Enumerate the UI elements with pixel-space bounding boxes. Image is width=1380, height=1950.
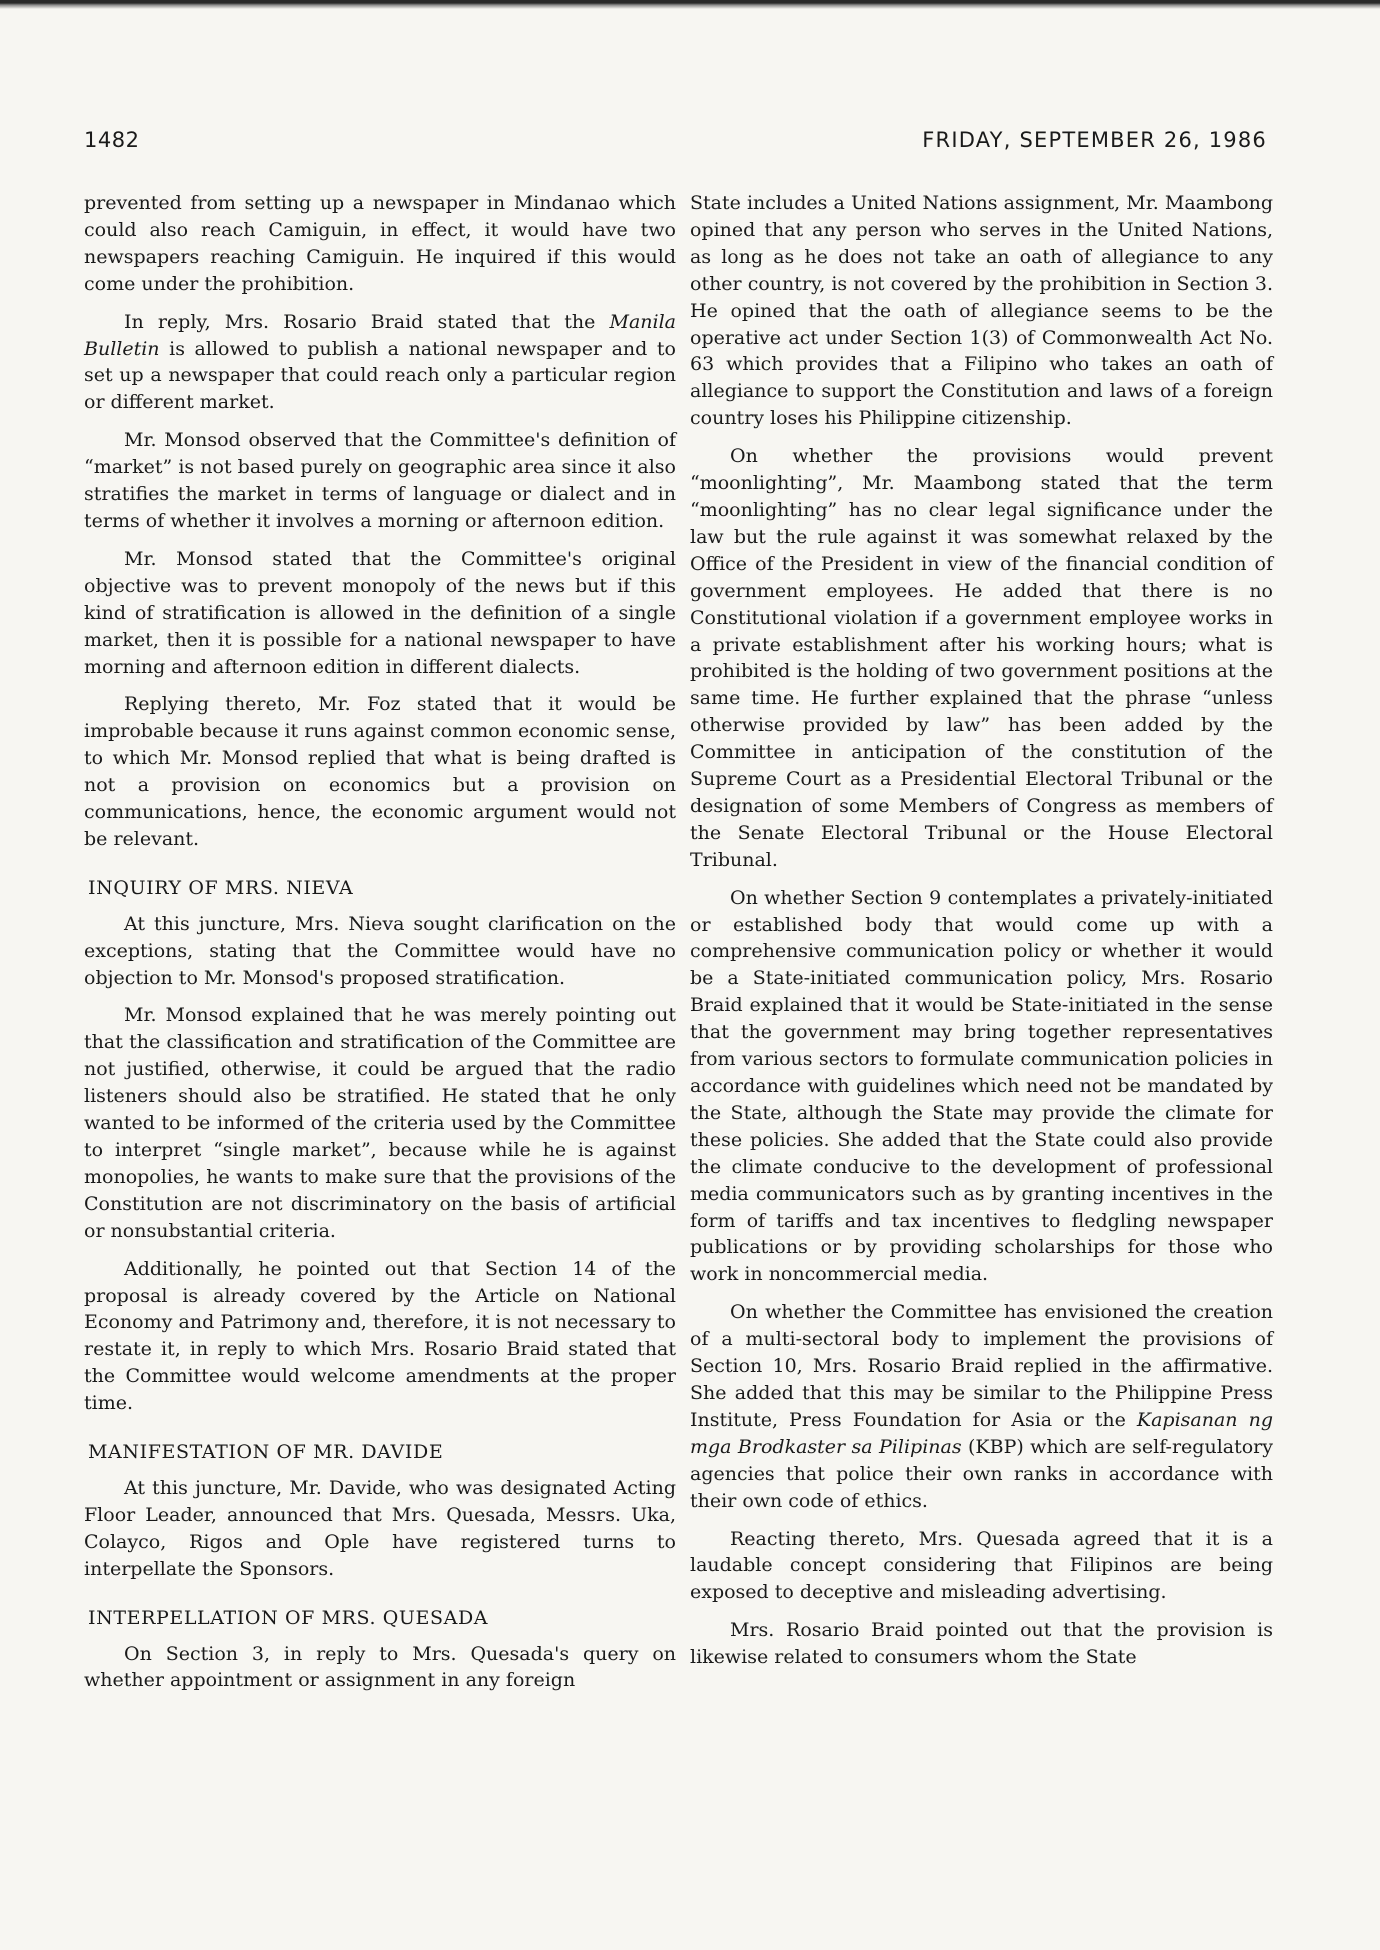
paragraph-text: On whether the Committee has envisioned the creation of a multi-sectoral body to implement the provisions of Section 10, Mrs. Rosario Braid replied in the affirmative. She added that this may be similar to the Philippine Press Institute, Press Foundation for Asia or the [690,1301,1273,1431]
paragraph-text: (KBP) which are self-regulatory agencies that police their own ranks in accordance with their own code of ethics. [690,1435,1273,1512]
paragraph: Mrs. Rosario Braid pointed out that the provision is likewise related to consumers whom the State [690,1619,1273,1669]
paragraph: State includes a United Nations assignment, Mr. Maambong opined that any person who serves in the United Nations, as long as he does not take an oath of allegiance to any other country, is not covered by the prohibition in Section 3. He opined that the oath of allegiance seems to be the operative act under Section 1(3) of Commonwealth Act No. 63 which provides that a Filipino who takes an oath of allegiance to support the Constitution and laws of a foreign country loses his Philippine citizenship. [690,192,1273,430]
section-heading: MANIFESTATION OF MR. DAVIDE [88,1441,444,1464]
paragraph: On whether Section 9 contemplates a privately-initiated or established body that would come up with a comprehensive communication policy or whether it would be a State-initiated communication policy, Mrs. Rosario Braid explained that it would be State-initiated in the sense that the government may bring together representatives from various sectors to formulate communication policies in accordance with guidelines which need not be mandated by the State, although the State may provide the climate for these policies. She added that the State could also provide the climate conducive to the development of professional media communicators such as by granting incentives in the form of tariffs and tax incentives to fledgling newspaper publications or by providing scholarships for those who work in noncommercial media. [690,886,1273,1286]
paragraph: Mr. Monsod explained that he was merely pointing out that the classification and stratification of the Committee are not justified, otherwise, it could be argued that the radio listeners should also be stratified. He stated that he only wanted to be informed of the criteria used by the Committee to interpret “single market”, because while he is against monopolies, he wants to make sure that the provisions of the Constitution are not discriminatory on the basis of artificial or nonsubstantial criteria. [84,1004,676,1242]
paragraph: At this juncture, Mr. Davide, who was designated Acting Floor Leader, announced that Mrs. Quesada, Messrs. Uka, Colayco, Rigos and Ople have registered turns to interpellate the Sponsors. [84,1476,676,1580]
paragraph: Reacting thereto, Mrs. Quesada agreed that it is a laudable concept considering that Filipinos are being exposed to deceptive and misleading advertising. [690,1527,1273,1604]
section-heading: INQUIRY OF MRS. NIEVA [88,876,354,899]
paragraph-text: In reply, Mrs. Rosario Braid stated that the [124,310,610,333]
paragraph: Replying thereto, Mr. Foz stated that it would be improbable because it runs against common economic sense, to which Mr. Monsod replied that what is being drafted is not a provision on economics but a provision on communications, hence, the economic argument would not be relevant. [84,693,676,850]
publication-title: Manila Bulletin [84,310,676,360]
paragraph: Mr. Monsod observed that the Committee's definition of “market” is not based purely on geographic area since it also stratifies the market in terms of language or dialect and in terms of whether it involves a morning or afternoon edition. [84,429,676,532]
paragraph: Additionally, he pointed out that Section 14 of the proposal is already covered by the Article on National Economy and Patrimony and, therefore, it is not necessary to restate it, in reply to which Mrs. Rosario Braid stated that the Committee would welcome amendments at the proper time. [84,1257,676,1415]
left-column [84,190,676,1705]
paragraph-text: is allowed to publish a national newspaper and to set up a newspaper that could reach only a particular region or different market. [84,337,676,414]
organization-name: Kapisanan ng mga Brodkaster sa Pilipinas [690,1408,1273,1458]
paragraph [84,309,676,417]
paragraph: On Section 3, in reply to Mrs. Quesada's query on whether appointment or assignment in any foreign [84,1642,676,1692]
page-header [84,128,1267,164]
scan-top-edge [0,0,1380,9]
paragraph: Mr. Monsod stated that the Committee's original objective was to prevent monopoly of the news but if this kind of stratification is allowed in the definition of a single market, then it is possible for a national newspaper to have morning and afternoon edition in different dialects. [84,547,676,678]
page-number: 1482 [84,128,140,152]
right-column [690,190,1273,1682]
section-heading: INTERPELLATION OF MRS. QUESADA [88,1606,489,1629]
paragraph: prevented from setting up a newspaper in Mindanao which could also reach Camiguin, in effect, it would have two newspapers reaching Camiguin. He inquired if this would come under the prohibition. [84,192,676,295]
paragraph: On whether the provisions would prevent “moonlighting”, Mr. Maambong stated that the term “moonlighting” has no clear legal significance under the law but the rule against it was somewhat relaxed by the Office of the President in view of the financial condition of government employees. He added that there is no Constitutional violation if a government employee works in a private establishment after his working hours; what is prohibited is the holding of two government positions at the same time. He further explained that the phrase “unless otherwise provided by law” has been added by the Committee in anticipation of the constitution of the Supreme Court as a Presidential Electoral Tribunal or the designation of some Members of Congress as members of the Senate Electoral Tribunal or the House Electoral Tribunal. [690,445,1273,871]
paragraph: At this juncture, Mrs. Nieva sought clarification on the exceptions, stating that the Committee would have no objection to Mr. Monsod's proposed stratification. [84,912,676,989]
paragraph [690,1299,1273,1514]
page-date: FRIDAY, SEPTEMBER 26, 1986 [922,128,1267,152]
